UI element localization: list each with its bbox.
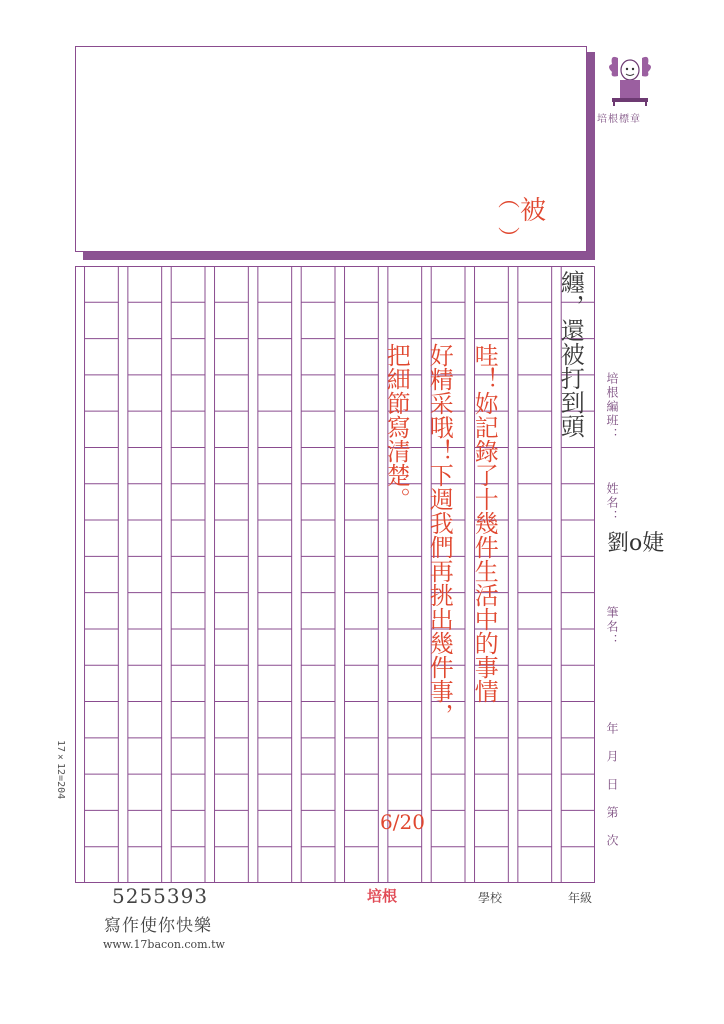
- pen-name-label: 筆名：: [605, 606, 619, 648]
- top-box-note: 被: [520, 196, 547, 226]
- handwriting-column-2: 哇！妳記錄了十幾件生活中的事情: [470, 343, 499, 703]
- footer-motto: 寫作使你快樂: [104, 916, 212, 936]
- grade-label: 年級: [568, 891, 593, 905]
- student-name: 劉o婕: [607, 531, 665, 556]
- mascot-icon: [600, 48, 660, 110]
- top-box-shadow-right: [587, 52, 595, 260]
- school-label: 學校: [478, 891, 503, 905]
- bracket-close-icon: ︶: [498, 227, 521, 252]
- name-label: 姓名：: [605, 482, 619, 524]
- top-box-shadow-bottom: [83, 252, 595, 260]
- footer-url: www.17bacon.com.tw: [103, 938, 225, 951]
- class-label: 培根編班：: [605, 372, 619, 442]
- date-mark: 6/20: [380, 810, 425, 834]
- footer-code: 5255393: [112, 884, 209, 908]
- grid-size-label: 17×12=204: [55, 740, 66, 800]
- writing-grid: [75, 266, 595, 883]
- handwriting-column-3: 好精采哦！下週我們再挑出幾件事，: [425, 343, 454, 727]
- bacon-stamp: 培根: [367, 887, 398, 905]
- handwriting-column-4: 把細節寫清楚。: [382, 343, 411, 511]
- date-label: 年月日第次: [605, 722, 619, 862]
- logo-caption: 培根標章: [597, 114, 641, 125]
- bracket-open-icon: ︵: [498, 187, 521, 212]
- handwriting-column-1: 纏，還被打到頭: [556, 270, 585, 438]
